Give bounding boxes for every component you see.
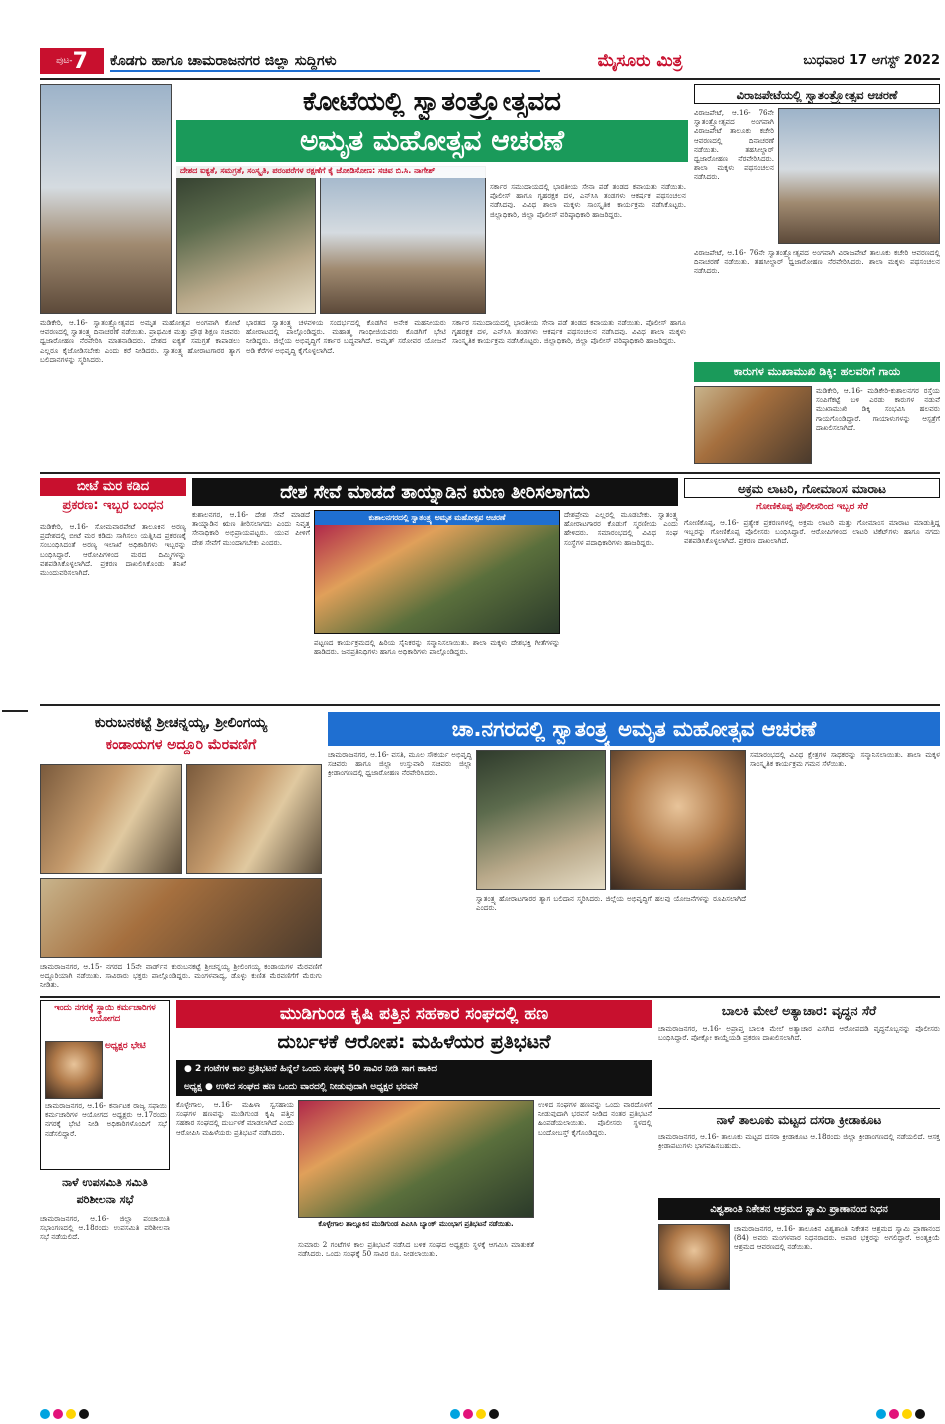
story5-col3: ದೇಶಪ್ರೇಮ ಎಲ್ಲರಲ್ಲಿ ಮೂಡಬೇಕು. ಸ್ವಾತಂತ್ರ್ಯ ಹೋರಾಟಗಾರರ ಕೊಡುಗೆ ಸ್ಮರಣೀಯ ಎಂದು ಹೇಳಿದರು. ಸಮಾರಂಭದಲ್ಲಿ ವಿವಿಧ ಸಂಘ ಸಂಸ್ಥೆಗಳ ಪದಾಧಿಕಾರಿಗಳು ಹಾಜರಿದ್ದರು. <box>564 510 678 547</box>
footer-cmyk-center <box>450 1404 502 1416</box>
story9-portrait <box>45 1041 103 1099</box>
story8-photo-awards <box>476 750 606 890</box>
story9-label: ಅಧ್ಯಕ್ಷರ ಭೇಟಿ <box>105 1041 146 1051</box>
story5-col1: ಕುಶಾಲನಗರ, ಆ.16- ದೇಶ ಸೇವೆ ಮಾಡದೆ ತಾಯ್ನಾಡಿನ ಋಣ ತೀರಿಸಲಾಗದು ಎಂದು ನಿವೃತ್ತ ಸೇನಾಧಿಕಾರಿ ಅಭಿಪ್ರಾಯಪಟ್ಟರು. ಯುವ ಪೀಳಿಗೆ ದೇಶ ಸೇವೆಗೆ ಮುಂದಾಗಬೇಕು ಎಂದರು. <box>192 510 310 547</box>
story10-headline <box>40 1174 170 1210</box>
story5-photo <box>315 525 559 633</box>
story8-photo-felicitation <box>610 750 746 890</box>
cyan-dot <box>40 1409 50 1419</box>
divider-2 <box>40 704 940 706</box>
story11-headline <box>176 1000 652 1056</box>
story5-headline <box>192 478 678 506</box>
story4-headline-line1: ಬೀಟೆ ಮರ ಕಡಿದ <box>40 478 186 496</box>
paper-name: ಮೈಸೂರು ಮಿತ್ರ <box>597 51 683 71</box>
story9-kicker: ಇಂದು ನಗರಕ್ಕೆ ಸ್ಥಾಯಿ ಕರ್ಮಚಾರಿಗಳ ಆಯೋಗದ <box>54 1003 156 1024</box>
story7-photo-crowd <box>186 764 322 874</box>
story10-headline-line2: ಪರಿಶೀಲನಾ ಸಭೆ <box>76 1193 134 1206</box>
story12-headline: ಬಾಲಕಿ ಮೇಲೆ ಅತ್ಯಾಚಾರ: ವೃದ್ಧನ ಸೆರೆ <box>721 1003 877 1018</box>
story3-headline <box>694 362 940 382</box>
story6-text: ಗೋಣಿಕೊಪ್ಪ, ಆ.16- ಪ್ರತ್ಯೇಕ ಪ್ರಕರಣಗಳಲ್ಲಿ ಅಕ್ರಮ ಲಾಟರಿ ಮತ್ತು ಗೋಮಾಂಸ ಮಾರಾಟ ಮಾಡುತ್ತಿದ್ದ ಇಬ್ಬರನ್ನು ಗೋಣಿಕೊಪ್ಪ ಪೊಲೀಸರು ಬಂಧಿಸಿದ್ದಾರೆ. ಆರೋಪಿಗಳಿಂದ ಲಾಟರಿ ಟಿಕೆಟ್‌ಗಳು ಹಾಗೂ ನಗದು ವಶಪಡಿಸಿಕೊಳ್ಳಲಾಗಿದೆ. ಪ್ರಕರಣ ದಾಖಲಾಗಿದೆ. <box>684 518 940 546</box>
story8-headline <box>328 712 940 746</box>
magenta-dot <box>889 1409 899 1419</box>
story9-box <box>40 1000 170 1170</box>
story11-bullet1: ● 2 ಗಂಟೆಗಳ ಕಾಲ ಪ್ರತಿಭಟನೆ ಹಿನ್ನೆಲೆ ಒಂದು ಸಂಘಕ್ಕೆ 50 ಸಾವಿರ ನೀಡಿ ಸಾಗ ಹಾಕಿದ <box>184 1064 438 1074</box>
story11-bullet2: ಅಧ್ಯಕ್ಷ ● ಉಳಿದ ಸಂಘದ ಹಣ ಒಂದು ವಾರದಲ್ಲಿ ನೀಡುವುದಾಗಿ ಅಧ್ಯಕ್ಷರ ಭರವಸೆ <box>184 1082 418 1092</box>
footer-cmyk-right <box>876 1404 928 1416</box>
story11-bullets <box>176 1060 652 1096</box>
story14-portrait <box>658 1224 730 1290</box>
story7-photo-idols <box>40 878 322 958</box>
story8-col1: ಚಾಮರಾಜನಗರ, ಆ.16- ವಸತಿ, ಮೂಲ ಸೌಕರ್ಯ ಅಭಿವೃದ್ಧಿ ಸಚಿವರು ಹಾಗೂ ಜಿಲ್ಲಾ ಉಸ್ತುವಾರಿ ಸಚಿವರು ಜಿಲ್ಲಾ ಕ್ರೀಡಾಂಗಣದಲ್ಲಿ ಧ್ವಜಾರೋಹಣ ನೆರವೇರಿಸಿದರು. <box>328 750 472 778</box>
story3-photo <box>694 386 812 464</box>
story1-headline-bottom <box>176 120 688 162</box>
page-number: 7 <box>72 48 88 74</box>
story13-text: ಚಾಮರಾಜನಗರ, ಆ.16- ತಾಲೂಕು ಮಟ್ಟದ ದಸರಾ ಕ್ರೀಡಾಕೂಟ ಆ.18ರಂದು ಜಿಲ್ಲಾ ಕ್ರೀಡಾಂಗಣದಲ್ಲಿ ನಡೆಯಲಿದೆ. ಆಸಕ್ತ ಕ್ರೀಡಾಪಟುಗಳು ಭಾಗವಹಿಸಬಹುದು. <box>658 1132 940 1151</box>
story3-headline-text: ಕಾರುಗಳ ಮುಖಾಮುಖಿ ಡಿಕ್ಕಿ: ಹಲವರಿಗೆ ಗಾಯ <box>733 365 901 378</box>
page-number-badge <box>40 48 104 74</box>
story1-photo-parade <box>176 166 316 314</box>
story1-dateline: ಮಡಿಕೇರಿ, ಆ.16- ಸ್ವಾತಂತ್ರ್ಯೋತ್ಸವದ ಅಮೃತ ಮಹೋತ್ಸವ ಅಂಗವಾಗಿ ಕೋಟೆ ಆವರಣದಲ್ಲಿ ಸ್ವಾತಂತ್ರ್ಯ ದಿನಾಚರಣೆ ನಡೆಯಿತು. ಪ್ರಾಥಮಿಕ ಮತ್ತು ಪ್ರೌಢ ಶಿಕ್ಷಣ ಸಚಿವರು ಧ್ವಜಾರೋಹಣ ನೆರವೇರಿಸಿ ಮಾತನಾಡಿದರು. ದೇಶದ ಐಕ್ಯತೆ ಸಮಗ್ರತೆ ಕಾಪಾಡಲು ಎಲ್ಲರೂ ಕೈಜೋಡಿಸಬೇಕು ಎಂದು ಕರೆ ನೀಡಿದರು. ಸ್ವಾತಂತ್ರ್ಯ ಹೋರಾಟಗಾರರ ತ್ಯಾಗ ಬಲಿದಾನಗಳನ್ನು ಸ್ಮರಿಸಿದರು. <box>40 318 240 364</box>
story1-col3b: ಸರ್ಕಾರ ಸಮುದಾಯದಲ್ಲಿ ಭಾರತೀಯ ಸೇನಾ ಪಡೆ ತಂಡದ ಕವಾಯತು ನಡೆಯಿತು. ಪೊಲೀಸ್ ಹಾಗೂ ಗೃಹರಕ್ಷಕ ದಳ, ಎನ್‌ಸಿಸಿ ತಂಡಗಳು ಆಕರ್ಷಕ ಪಥಸಂಚಲನ ನಡೆಸಿದವು. ವಿವಿಧ ಶಾಲಾ ಮಕ್ಕಳು ಸಾಂಸ್ಕೃತಿಕ ಕಾರ್ಯಕ್ರಮ ನಡೆಸಿಕೊಟ್ಟರು. ಜಿಲ್ಲಾಧಿಕಾರಿ, ಜಿಲ್ಲಾ ಪೊಲೀಸ್ ವರಿಷ್ಠಾಧಿಕಾರಿ ಹಾಜರಿದ್ದರು. <box>452 318 686 346</box>
story7-headline-line1: ಕುರುಬನಕಟ್ಟೆ ಶ್ರೀಚನ್ನಯ್ಯ, ಶ್ರೀಲಿಂಗಯ್ಯ <box>94 715 268 731</box>
story5-headline-text: ದೇಶ ಸೇವೆ ಮಾಡದೆ ತಾಯ್ನಾಡಿನ ಋಣ ತೀರಿಸಲಾಗದು <box>280 481 590 503</box>
story10-headline-line1: ನಾಳೆ ಉಪಸಮಿತಿ ಸಮಿತಿ <box>62 1176 148 1189</box>
cyan-dot <box>876 1409 886 1419</box>
story1-photo-dignitaries <box>320 166 486 314</box>
story1-headline-top <box>176 84 688 120</box>
magenta-dot <box>463 1409 473 1419</box>
left-margin-tick <box>2 710 28 712</box>
story11-bullet1-text: 2 ಗಂಟೆಗಳ ಕಾಲ ಪ್ರತಿಭಟನೆ ಹಿನ್ನೆಲೆ ಒಂದು ಸಂಘಕ್ಕೆ 50 ಸಾವಿರ ನೀಡಿ ಸಾಗ ಹಾಕಿದ <box>195 1064 438 1074</box>
story11-headline-line2: ದುರ್ಬಳಕೆ ಆರೋಪ: ಮಹಿಳೆಯರ ಪ್ರತಿಭಟನೆ <box>277 1031 551 1053</box>
story2-headline: ವಿರಾಜಪೇಟೆಯಲ್ಲಿ ಸ್ವಾತಂತ್ರ್ಯೋತ್ಸವ ಆಚರಣೆ <box>694 84 940 104</box>
black-dot <box>79 1409 89 1419</box>
story4-headline <box>40 478 186 518</box>
story1-photo-flag <box>40 84 172 314</box>
page-prefix: ಪುಟ- <box>56 56 73 66</box>
cyan-dot <box>450 1409 460 1419</box>
story11-col3: ಉಳಿದ ಸಂಘಗಳ ಹಣವನ್ನು ಒಂದು ವಾರದೊಳಗೆ ನೀಡುವುದಾಗಿ ಭರವಸೆ ನೀಡಿದ ನಂತರ ಪ್ರತಿಭಟನೆ ಹಿಂಪಡೆಯಲಾಯಿತು. ಪೊಲೀಸರು ಸ್ಥಳದಲ್ಲಿ ಬಂದೋಬಸ್ತ್ ಕೈಗೊಂಡಿದ್ದರು. <box>538 1100 652 1137</box>
story8-col2: ಸ್ವಾತಂತ್ರ್ಯ ಹೋರಾಟಗಾರರ ತ್ಯಾಗ ಬಲಿದಾನ ಸ್ಮರಿಸಿದರು. ಜಿಲ್ಲೆಯ ಅಭಿವೃದ್ಧಿಗೆ ಹಲವು ಯೋಜನೆಗಳನ್ನು ರೂಪಿಸಲಾಗಿದೆ ಎಂದರು. <box>476 894 746 913</box>
story1-headline-top-text: ಕೋಟೆಯಲ್ಲಿ ಸ್ವಾತಂತ್ರ್ಯೋತ್ಸವದ <box>303 87 561 117</box>
story7-text: ಚಾಮರಾಜನಗರ, ಆ.15- ನಗರದ 15ನೇ ವಾರ್ಡ್‌ನ ಕುರುಬನಕಟ್ಟೆ ಶ್ರೀಚನ್ನಯ್ಯ ಶ್ರೀಲಿಂಗಯ್ಯ ಕಂಡಾಯಗಳ ಮೆರವಣಿಗೆ ಅದ್ದೂರಿಯಾಗಿ ನಡೆಯಿತು. ಸಾವಿರಾರು ಭಕ್ತರು ಪಾಲ್ಗೊಂಡಿದ್ದರು. ಮಂಗಳವಾದ್ಯ, ಡೊಳ್ಳು ಕುಣಿತ ಮೆರವಣಿಗೆಗೆ ಮೆರುಗು ನೀಡಿತು. <box>40 962 322 990</box>
story4-headline-line2: ಪ್ರಕರಣ: ಇಬ್ಬರ ಬಂಧನ <box>62 498 164 513</box>
yellow-dot <box>476 1409 486 1419</box>
section-title: ಕೊಡಗು ಹಾಗೂ ಚಾಮರಾಜನಗರ ಜಿಲ್ಲಾ ಸುದ್ದಿಗಳು <box>110 50 540 72</box>
masthead <box>40 46 940 76</box>
story8-headline-text: ಚಾ.ನಗರದಲ್ಲಿ ಸ್ವಾತಂತ್ರ್ಯ ಅಮೃತ ಮಹೋತ್ಸವ ಆಚರಣೆ <box>451 716 817 741</box>
story12-text: ಚಾಮರಾಜನಗರ, ಆ.16- ಅಪ್ರಾಪ್ತ ಬಾಲಕಿ ಮೇಲೆ ಅತ್ಯಾಚಾರ ಎಸಗಿದ ಆರೋಪದಡಿ ವೃದ್ಧನೊಬ್ಬನನ್ನು ಪೊಲೀಸರು ಬಂಧಿಸಿದ್ದಾರೆ. ಪೋಕ್ಸೋ ಕಾಯ್ದೆಯಡಿ ಪ್ರಕರಣ ದಾಖಲಿಸಲಾಗಿದೆ. <box>658 1024 940 1043</box>
black-dot <box>915 1409 925 1419</box>
story11-photo <box>298 1100 534 1218</box>
story7-headline-line2: ಕಂಡಾಯಗಳ ಅದ್ದೂರಿ ಮೆರವಣಿಗೆ <box>105 737 257 753</box>
story1-col2: ಭಾರತದ ಸ್ವಾತಂತ್ರ್ಯ ಚಳವಳಿಯ ಸಂದರ್ಭದಲ್ಲಿ ಕೊಡಗಿನ ಅನೇಕ ಮಹನೀಯರು ಹೋರಾಟದಲ್ಲಿ ಪಾಲ್ಗೊಂಡಿದ್ದರು. ಮಹಾತ್ಮ ಗಾಂಧೀಜಿಯವರು ಕೊಡಗಿಗೆ ಭೇಟಿ ನೀಡಿದ್ದರು. ಜಿಲ್ಲೆಯ ಅಭಿವೃದ್ಧಿಗೆ ಸರ್ಕಾರ ಬದ್ಧವಾಗಿದೆ. ಅಮೃತ್ ಸರೋವರ ಯೋಜನೆ ಅಡಿ ಕೆರೆಗಳ ಅಭಿವೃದ್ಧಿ ಕೈಗೊಳ್ಳಲಾಗಿದೆ. <box>246 318 446 355</box>
story5-col2: ಪಟ್ಟಣದ ಕಾರ್ಯಕ್ರಮದಲ್ಲಿ ಹಿರಿಯ ಸೈನಿಕರನ್ನು ಸನ್ಮಾನಿಸಲಾಯಿತು. ಶಾಲಾ ಮಕ್ಕಳು ದೇಶಭಕ್ತಿ ಗೀತೆಗಳನ್ನು ಹಾಡಿದರು. ಜನಪ್ರತಿನಿಧಿಗಳು ಹಾಗೂ ಅಧಿಕಾರಿಗಳು ಪಾಲ್ಗೊಂಡಿದ್ದರು. <box>314 638 560 657</box>
divider-1 <box>40 472 940 474</box>
story10-text: ಚಾಮರಾಜನಗರ, ಆ.16- ಜಿಲ್ಲಾ ಪಂಚಾಯಿತಿ ಸಭಾಂಗಣದಲ್ಲಿ ಆ.18ರಂದು ಉಪಸಮಿತಿ ಪರಿಶೀಲನಾ ಸಭೆ ನಡೆಯಲಿದೆ. <box>40 1214 170 1242</box>
story2-photo <box>778 108 940 244</box>
yellow-dot <box>902 1409 912 1419</box>
masthead-rule <box>40 78 940 80</box>
story14-headline <box>658 1198 940 1220</box>
story3-text: ಮಡಿಕೇರಿ, ಆ.16- ಮಡಿಕೇರಿ-ಕುಶಾಲನಗರ ರಸ್ತೆಯ ಸಂಪಿಗೆಕಟ್ಟೆ ಬಳಿ ಎರಡು ಕಾರುಗಳ ನಡುವೆ ಮುಖಾಮುಖಿ ಡಿಕ್ಕಿ ಸಂಭವಿಸಿ ಹಲವರು ಗಾಯಗೊಂಡಿದ್ದಾರೆ. ಗಾಯಾಳುಗಳನ್ನು ಆಸ್ಪತ್ರೆಗೆ ದಾಖಲಿಸಲಾಗಿದೆ. <box>816 386 940 432</box>
magenta-dot <box>53 1409 63 1419</box>
story2-text-cont: ವಿರಾಜಪೇಟೆ, ಆ.16- 76ನೇ ಸ್ವಾತಂತ್ರ್ಯೋತ್ಸವದ ಅಂಗವಾಗಿ ವಿರಾಜಪೇಟೆ ತಾಲೂಕು ಕಚೇರಿ ಆವರಣದಲ್ಲಿ ದಿನಾಚರಣೆ ನಡೆಯಿತು. ತಹಸೀಲ್ದಾರ್ ಧ್ವಜಾರೋಹಣ ನೆರವೇರಿಸಿದರು. ಶಾಲಾ ಮಕ್ಕಳು ಪಥಸಂಚಲನ ನಡೆಸಿದರು. <box>694 248 940 276</box>
black-dot <box>489 1409 499 1419</box>
story9-text: ಚಾಮರಾಜನಗರ, ಆ.16- ಕರ್ನಾಟಕ ರಾಜ್ಯ ಸಫಾಯಿ ಕರ್ಮಚಾರಿಗಳ ಆಯೋಗದ ಅಧ್ಯಕ್ಷರು ಆ.17ರಂದು ನಗರಕ್ಕೆ ಭೇಟಿ ನೀಡಿ ಅಧಿಕಾರಿಗಳೊಂದಿಗೆ ಸಭೆ ನಡೆಸಲಿದ್ದಾರೆ. <box>45 1101 167 1138</box>
story1-headline-bottom-text: ಅಮೃತ ಮಹೋತ್ಸವ ಆಚರಣೆ <box>299 124 565 157</box>
story1-subhead: ದೇಶದ ಐಕ್ಯತೆ, ಸಮಗ್ರತೆ, ಸಂಸ್ಕೃತಿ, ಪರಂಪರೆಗಳ ರಕ್ಷಣೆಗೆ ಕೈ ಜೋಡಿಸೋಣ: ಸಚಿವ ಬಿ.ಸಿ. ನಾಗೇಶ್ <box>176 164 688 178</box>
story2-text: ವಿರಾಜಪೇಟೆ, ಆ.16- 76ನೇ ಸ್ವಾತಂತ್ರ್ಯೋತ್ಸವದ ಅಂಗವಾಗಿ ವಿರಾಜಪೇಟೆ ತಾಲೂಕು ಕಚೇರಿ ಆವರಣದಲ್ಲಿ ದಿನಾಚರಣೆ ನಡೆಯಿತು. ತಹಸೀಲ್ದಾರ್ ಧ್ವಜಾರೋಹಣ ನೆರವೇರಿಸಿದರು. ಶಾಲಾ ಮಕ್ಕಳು ಪಥಸಂಚಲನ ನಡೆಸಿದರು. <box>694 108 774 182</box>
story7-photo-procession <box>40 764 182 874</box>
story13-headline: ನಾಳೆ ತಾಲೂಕು ಮಟ್ಟದ ದಸರಾ ಕ್ರೀಡಾಕೂಟ <box>658 1108 940 1130</box>
story14-text: ಚಾಮರಾಜನಗರ, ಆ.16- ತಾಲೂಕಿನ ವಿಶ್ವಶಾಂತಿ ನಿಕೇತನ ಆಶ್ರಮದ ಸ್ವಾಮಿ ಪ್ರಾಣಾನಂದ (84) ಅವರು ಮಂಗಳವಾರ ನಿಧನರಾದರು. ಅಪಾರ ಭಕ್ತರನ್ನು ಅಗಲಿದ್ದಾರೆ. ಅಂತ್ಯಕ್ರಿಯೆ ಆಶ್ರಮದ ಆವರಣದಲ್ಲಿ ನಡೆಯಿತು. <box>734 1224 940 1252</box>
story11-photo-caption: ಕೊಳ್ಳೇಗಾಲ ತಾಲ್ಲೂಕಿನ ಮುಡಿಗುಂಡ ಪಿಎಸಿಸಿ ಬ್ಯಾಂಕ್ ಮುಂಭಾಗ ಪ್ರತಿಭಟನೆ ನಡೆಯಿತು. <box>318 1220 514 1228</box>
story6-subhead: ಗೋಣಿಕೊಪ್ಪ ಪೊಲೀಸರಿಂದ ಇಬ್ಬರ ಸೆರೆ <box>756 502 868 512</box>
story1-col3: ಸರ್ಕಾರ ಸಮುದಾಯದಲ್ಲಿ ಭಾರತೀಯ ಸೇನಾ ಪಡೆ ತಂಡದ ಕವಾಯತು ನಡೆಯಿತು. ಪೊಲೀಸ್ ಹಾಗೂ ಗೃಹರಕ್ಷಕ ದಳ, ಎನ್‌ಸಿಸಿ ತಂಡಗಳು ಆಕರ್ಷಕ ಪಥಸಂಚಲನ ನಡೆಸಿದವು. ವಿವಿಧ ಶಾಲಾ ಮಕ್ಕಳು ಸಾಂಸ್ಕೃತಿಕ ಕಾರ್ಯಕ್ರಮ ನಡೆಸಿಕೊಟ್ಟರು. ಜಿಲ್ಲಾಧಿಕಾರಿ, ಜಿಲ್ಲಾ ಪೊಲೀಸ್ ವರಿಷ್ಠಾಧಿಕಾರಿ ಹಾಜರಿದ್ದರು. <box>490 182 686 219</box>
story5-photo-caption: ಕುಶಾಲನಗರದಲ್ಲಿ ಸ್ವಾತಂತ್ರ್ಯ ಅಮೃತ ಮಹೋತ್ಸವ ಆಚರಣೆ <box>315 511 559 525</box>
issue-date: ಬುಧವಾರ 17 ಆಗಸ್ಟ್ 2022 <box>803 53 940 68</box>
story8-col3: ಸಮಾರಂಭದಲ್ಲಿ ವಿವಿಧ ಕ್ಷೇತ್ರಗಳ ಸಾಧಕರನ್ನು ಸನ್ಮಾನಿಸಲಾಯಿತು. ಶಾಲಾ ಮಕ್ಕಳ ಸಾಂಸ್ಕೃತಿಕ ಕಾರ್ಯಕ್ರಮ ಗಮನ ಸೆಳೆಯಿತು. <box>750 750 940 769</box>
story14-headline-text: ವಿಶ್ವಶಾಂತಿ ನಿಕೇತನ ಆಶ್ರಮದ ಸ್ವಾಮಿ ಪ್ರಾಣಾನಂದ ನಿಧನ <box>710 1203 888 1215</box>
story6-headline: ಅಕ್ರಮ ಲಾಟರಿ, ಗೋಮಾಂಸ ಮಾರಾಟ <box>684 478 940 498</box>
story4-text: ಮಡಿಕೇರಿ, ಆ.16- ಸೋಮವಾರಪೇಟೆ ತಾಲೂಕಿನ ಅರಣ್ಯ ಪ್ರದೇಶದಲ್ಲಿ ಬೀಟೆ ಮರ ಕಡಿದು ಸಾಗಿಸಲು ಯತ್ನಿಸಿದ ಪ್ರಕರಣಕ್ಕೆ ಸಂಬಂಧಿಸಿದಂತೆ ಅರಣ್ಯ ಇಲಾಖೆ ಅಧಿಕಾರಿಗಳು ಇಬ್ಬರನ್ನು ಬಂಧಿಸಿದ್ದಾರೆ. ಆರೋಪಿಗಳಿಂದ ಮರದ ದಿಮ್ಮಿಗಳನ್ನು ವಶಪಡಿಸಿಕೊಳ್ಳಲಾಗಿದೆ. ಪ್ರಕರಣ ದಾಖಲಿಸಿಕೊಂಡು ತನಿಖೆ ಮುಂದುವರಿಸಲಾಗಿದೆ. <box>40 522 186 578</box>
divider-3 <box>40 996 940 998</box>
story11-col1: ಕೊಳ್ಳೇಗಾಲ, ಆ.16- ಮಹಿಳಾ ಸ್ವಸಹಾಯ ಸಂಘಗಳ ಹಣವನ್ನು ಮುಡಿಗುಂಡ ಕೃಷಿ ಪತ್ತಿನ ಸಹಕಾರ ಸಂಘದಲ್ಲಿ ದುರ್ಬಳಕೆ ಮಾಡಲಾಗಿದೆ ಎಂದು ಆರೋಪಿಸಿ ಮಹಿಳೆಯರು ಪ್ರತಿಭಟನೆ ನಡೆಸಿದರು. <box>176 1100 294 1137</box>
story5-photo-frame <box>314 510 560 634</box>
story11-col2: ಸುಮಾರು 2 ಗಂಟೆಗಳ ಕಾಲ ಪ್ರತಿಭಟನೆ ನಡೆಸಿದ ಬಳಿಕ ಸಂಘದ ಅಧ್ಯಕ್ಷರು ಸ್ಥಳಕ್ಕೆ ಆಗಮಿಸಿ ಮಾತುಕತೆ ನಡೆಸಿದರು. ಒಂದು ಸಂಘಕ್ಕೆ 50 ಸಾವಿರ ರೂ. ನೀಡಲಾಯಿತು. <box>298 1240 534 1259</box>
story7-headline <box>40 712 322 760</box>
story11-headline-line1: ಮುಡಿಗುಂಡ ಕೃಷಿ ಪತ್ತಿನ ಸಹಕಾರ ಸಂಘದಲ್ಲಿ ಹಣ <box>176 1000 652 1028</box>
footer-cmyk-left <box>40 1404 92 1416</box>
yellow-dot <box>66 1409 76 1419</box>
